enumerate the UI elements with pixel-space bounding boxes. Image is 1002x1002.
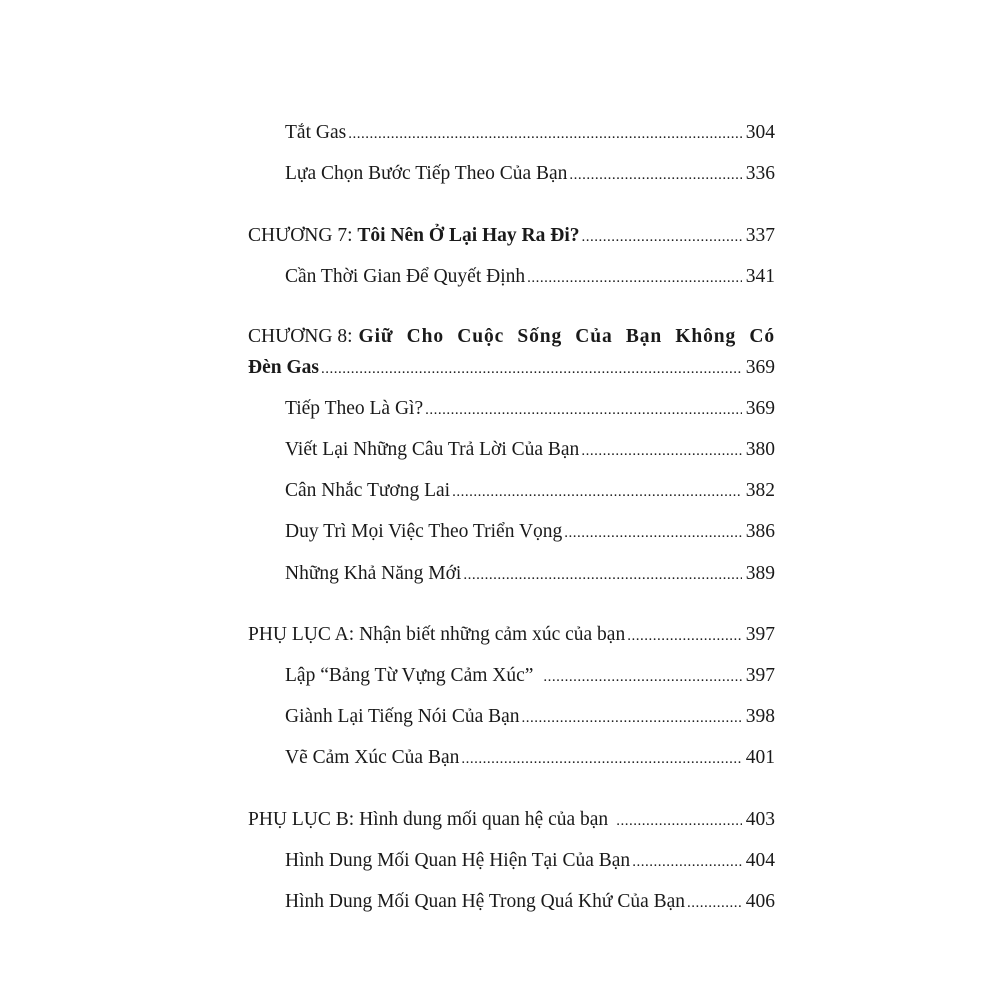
toc-entry-title: Duy Trì Mọi Việc Theo Triển Vọng (285, 521, 563, 542)
dot-leader (425, 395, 742, 425)
dot-leader (452, 477, 742, 507)
toc-entry-title: Tắt Gas (285, 122, 347, 143)
appendix-name: Nhận biết những cảm xúc của bạn (359, 624, 626, 645)
toc-chapter-entry-line1 (248, 322, 775, 352)
toc-entry (285, 118, 775, 148)
toc-entry (285, 887, 775, 917)
dot-leader (582, 222, 742, 252)
chapter-prefix: CHƯƠNG 7: (248, 225, 358, 246)
toc-entry-page: 397 (745, 665, 775, 686)
dot-leader (543, 662, 741, 692)
toc-entry (285, 262, 775, 292)
appendix-prefix: PHỤ LỤC A: (248, 624, 360, 645)
dot-leader (348, 119, 742, 149)
toc-entry (285, 743, 775, 773)
toc-entry-title: Viết Lại Những Câu Trả Lời Của Bạn (285, 439, 580, 460)
toc-entry-title: Lựa Chọn Bước Tiếp Theo Của Bạn (285, 163, 568, 184)
toc-entry (285, 846, 775, 876)
toc-chapter-entry-line2 (248, 353, 775, 383)
appendix-prefix: PHỤ LỤC B: (248, 809, 360, 830)
toc-entry (285, 435, 775, 465)
toc-entry-page: 382 (745, 480, 775, 501)
dot-leader (581, 436, 741, 466)
chapter-name: Tôi Nên Ở Lại Hay Ra Đi? (357, 225, 580, 246)
toc-entry-title: Cần Thời Gian Để Quyết Định (285, 266, 526, 287)
toc-entry-title: Vẽ Cảm Xúc Của Bạn (285, 747, 460, 768)
toc-entry (285, 661, 775, 691)
chapter-name-line1: Giữ Cho Cuộc Sống Của Bạn Không Có (358, 326, 775, 347)
dot-leader (687, 888, 742, 918)
toc-entry-title: Những Khả Năng Mới (285, 563, 462, 584)
toc-entry-title: Tiếp Theo Là Gì? (285, 398, 424, 419)
toc-chapter-title (248, 353, 319, 383)
toc-entry-title: Giành Lại Tiếng Nói Của Bạn (285, 706, 520, 727)
toc-chapter-entry (248, 221, 775, 251)
toc-entry-title: Hình Dung Mối Quan Hệ Trong Quá Khứ Của Bạn (285, 891, 686, 912)
toc-entry-page: 403 (745, 809, 775, 830)
dot-leader (522, 703, 742, 733)
toc-entry-title: Lập “Bảng Từ Vựng Cảm Xúc” (285, 665, 534, 686)
dot-leader (564, 518, 741, 548)
toc-entry-page: 386 (745, 521, 775, 542)
toc-appendix-entry (248, 620, 775, 650)
toc-entry-page: 336 (745, 163, 775, 184)
appendix-name: Hình dung mối quan hệ của bạn (359, 809, 609, 830)
toc-entry-page: 389 (745, 563, 775, 584)
dot-leader (632, 847, 742, 877)
toc-entry (285, 159, 775, 189)
toc-appendix-title (248, 805, 608, 835)
dot-leader (616, 806, 742, 836)
toc-appendix-title (248, 620, 625, 650)
toc-entry-page: 404 (745, 850, 775, 871)
chapter-prefix: CHƯƠNG 8: (248, 326, 353, 347)
toc-entry-page: 369 (745, 398, 775, 419)
dot-leader (461, 744, 741, 774)
dot-leader (463, 560, 741, 590)
dot-leader (569, 160, 741, 190)
toc-entry-page: 341 (745, 266, 775, 287)
toc-entry-page: 369 (745, 357, 775, 378)
toc-entry-page: 337 (745, 225, 775, 246)
toc-entry-page: 380 (745, 439, 775, 460)
chapter-name-line2: Đèn Gas (248, 357, 319, 378)
toc-entry (285, 559, 775, 589)
toc-entry-title: Hình Dung Mối Quan Hệ Hiện Tại Của Bạn (285, 850, 631, 871)
toc-entry-page: 304 (745, 122, 775, 143)
toc-entry-page: 398 (745, 706, 775, 727)
toc-entry (285, 394, 775, 424)
toc-chapter-title (248, 221, 580, 251)
toc-entry-page: 397 (745, 624, 775, 645)
toc-appendix-entry (248, 805, 775, 835)
toc-entry (285, 476, 775, 506)
dot-leader (527, 263, 742, 293)
toc-entry-page: 406 (745, 891, 775, 912)
toc-entry-title: Cân Nhắc Tương Lai (285, 480, 451, 501)
table-of-contents (248, 0, 775, 1002)
toc-entry (285, 517, 775, 547)
toc-entry (285, 702, 775, 732)
dot-leader (321, 354, 742, 384)
dot-leader (627, 621, 742, 651)
toc-entry-page: 401 (745, 747, 775, 768)
